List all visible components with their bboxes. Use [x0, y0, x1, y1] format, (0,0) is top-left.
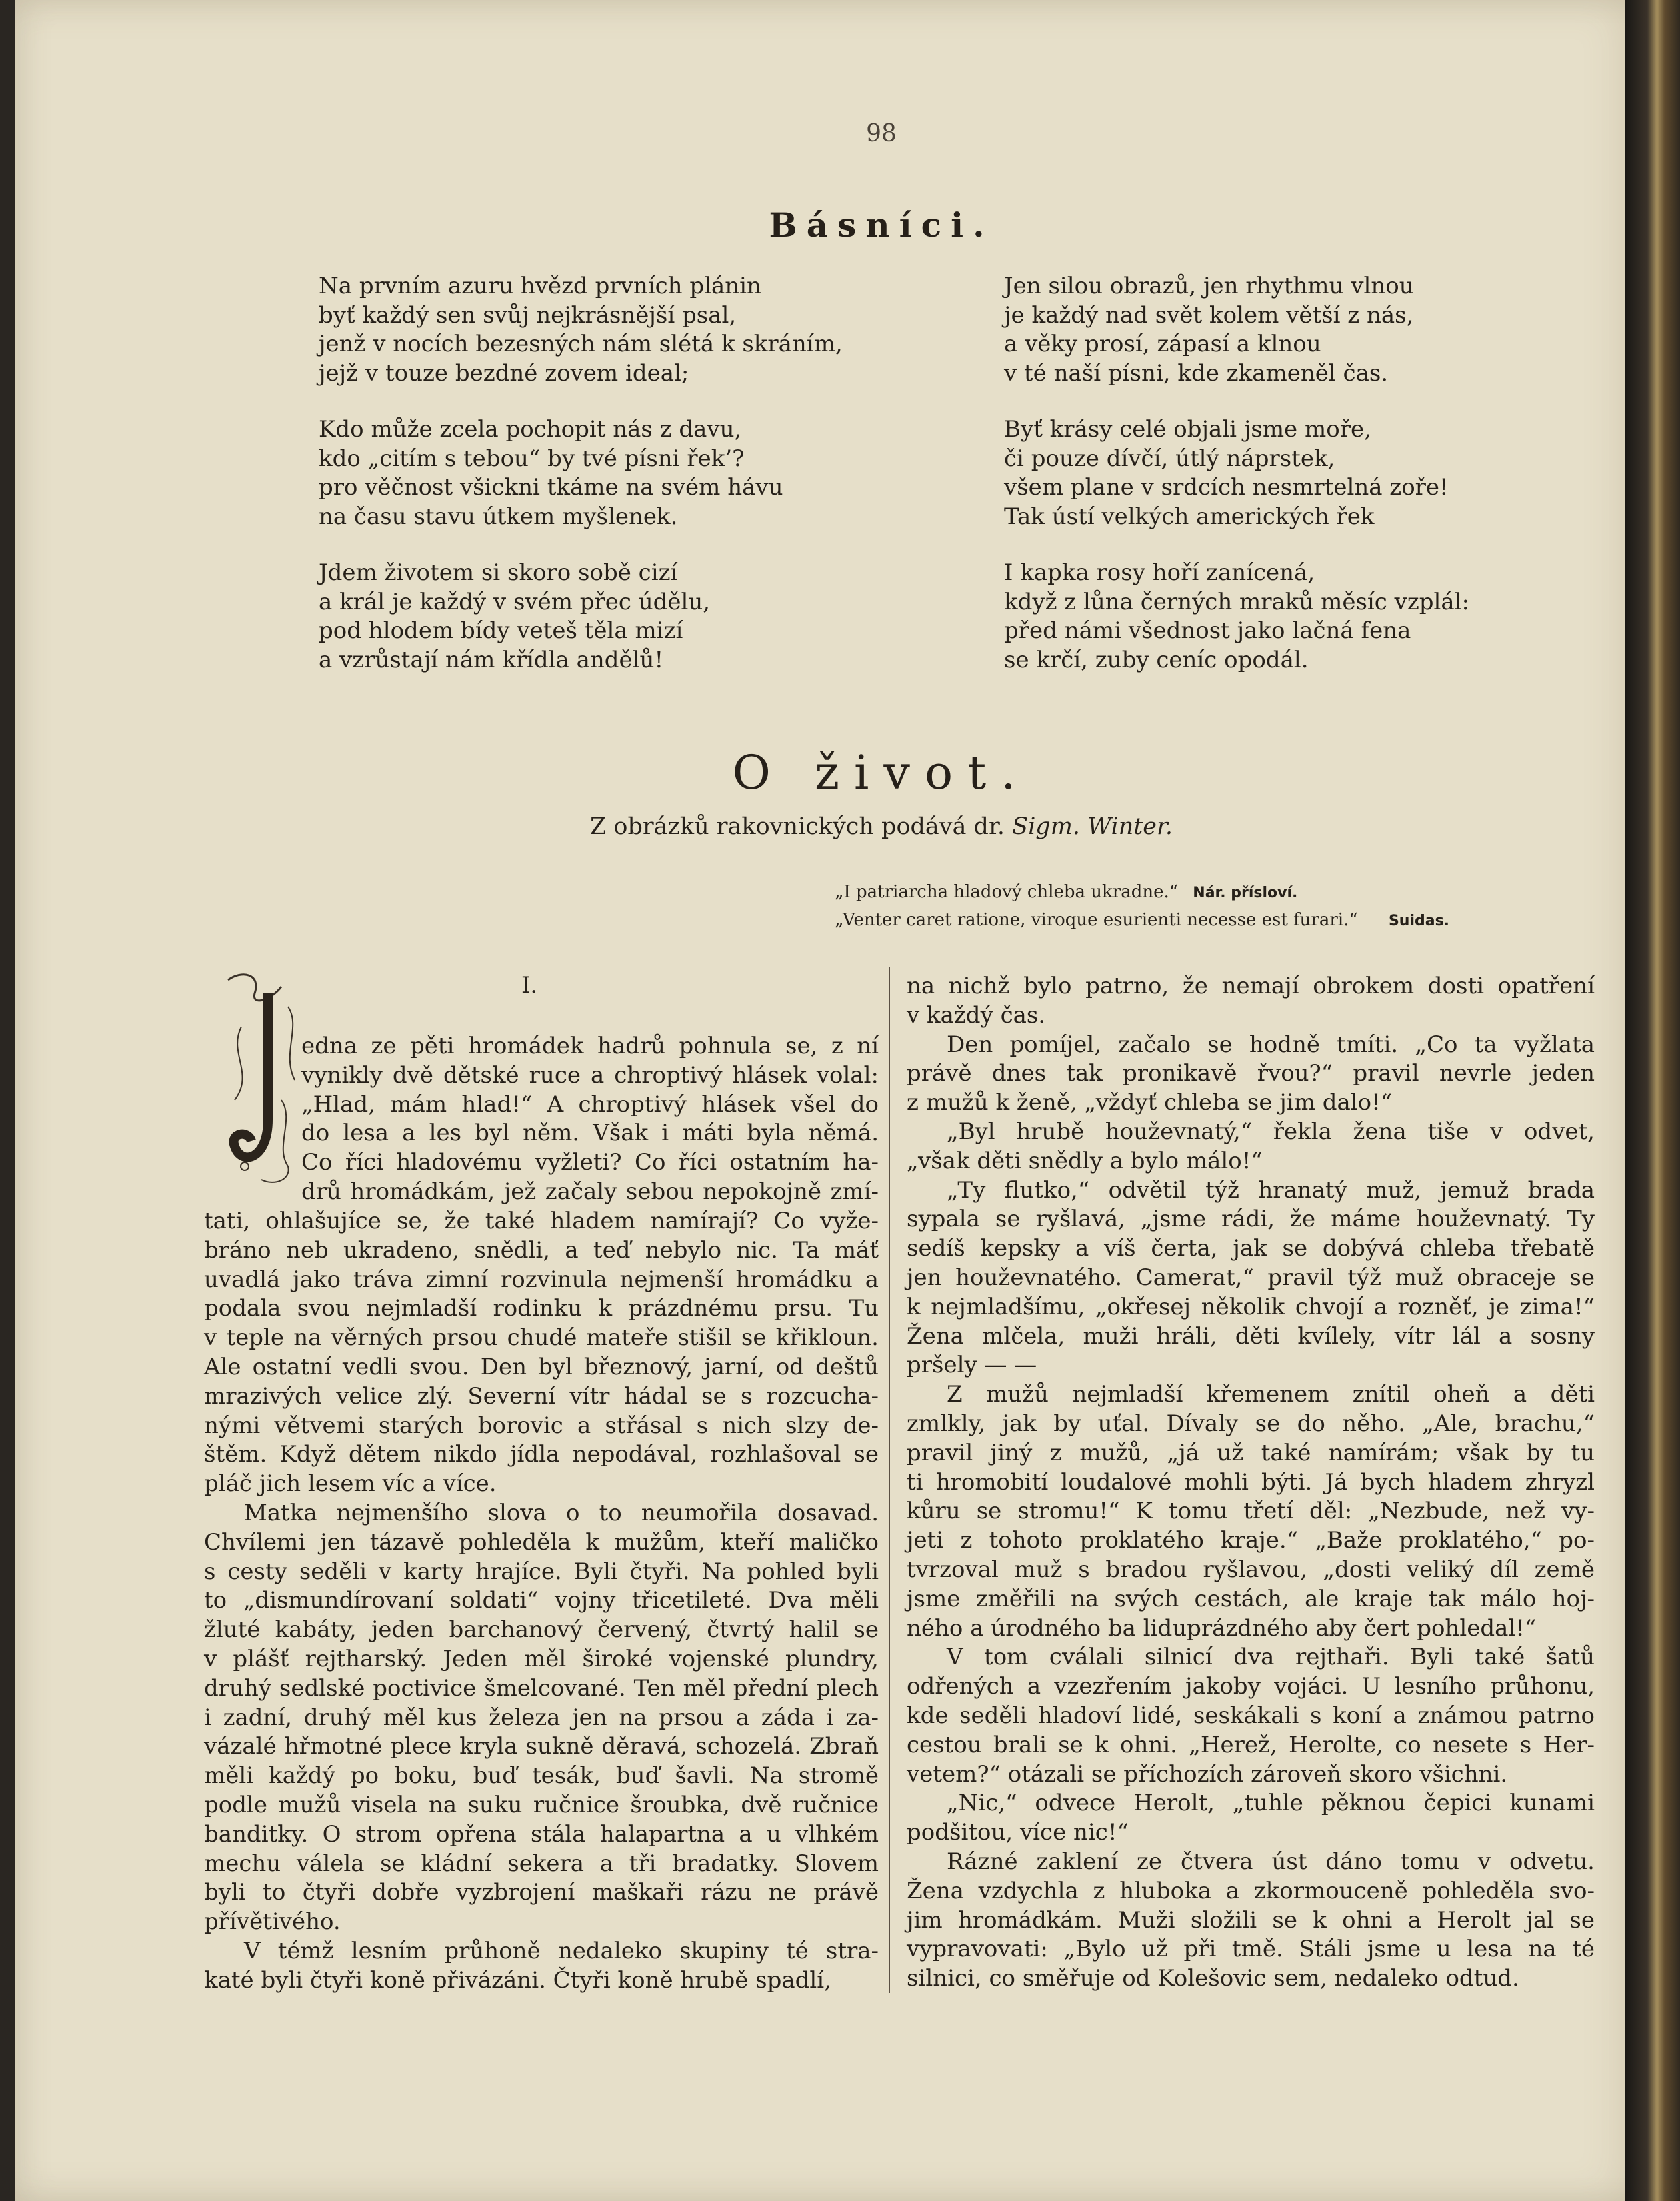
text-line: pršely — — [907, 1352, 1037, 1379]
text-line: „Ty flutko,“ odvětil týž hranatý muž, jemuž brada [947, 1176, 1595, 1204]
story-left-column-top [301, 1032, 879, 1207]
text-line: Matka nejmenšího slova o to neumořila dosavad. [244, 1499, 879, 1526]
text-line: V témž lesním průhoně nedaleko skupiny té stra- [244, 1937, 879, 1964]
poem-line: a král je každý v svém přec údělu, [319, 588, 711, 615]
poem-line: pro věčnost všickni tkáme na svém hávu [319, 474, 783, 501]
text-line: v teple na věrných prsou chudé mateře stišil se křikloun. [204, 1324, 879, 1352]
poem-line: Jdem životem si skoro sobě cizí [319, 559, 678, 586]
poem-line: se krčí, zuby ceníc opodál. [1004, 646, 1309, 673]
text-line: Žena mlčela, muži hráli, děti kvílely, vítr lál a sosny [907, 1322, 1595, 1350]
motto-2 [835, 907, 1449, 935]
text-line: Den pomíjel, začalo se hodně tmíti. „Co ta vyžlata [947, 1031, 1595, 1058]
poem-stanza [1004, 559, 1469, 675]
text-line: jeti z tohoto proklatého kraje.“ „Baže proklatého,“ po- [907, 1527, 1595, 1554]
story-left-column [204, 1207, 879, 1996]
poem-line: Na prvním azuru hvězd prvních plánin [319, 273, 761, 299]
column-divider [889, 967, 890, 1993]
poem-line: či pouze dívčí, útlý náprstek, [1004, 445, 1335, 472]
text-line: „Byl hrubě houževnatý,“ řekla žena tiše v odvet, [947, 1118, 1595, 1145]
motto-1-source: Nár. přísloví. [1193, 885, 1298, 901]
text-line: přívětivého. [204, 1908, 341, 1936]
text-line: edna ze pěti hromádek hadrů pohnula se, z ní [301, 1033, 879, 1059]
text-line: nými větvemi starých borovic a střásal s nich slzy de- [204, 1412, 879, 1439]
subtitle-author: Sigm. Winter. [1012, 813, 1173, 840]
text-line: podšitou, více nic!“ [907, 1819, 1129, 1846]
text-line: Žena vzdychla z hluboka a zkormouceně pohleděla svo- [907, 1877, 1595, 1904]
text-line: v plášť rejtharský. Jeden měl široké vojenské plundry, [204, 1645, 879, 1672]
poem-line: jejž v touze bezdné zovem ideal; [319, 359, 689, 387]
text-line: byli to čtyři dobře vyzbrojení maškaři rázu ne právě [204, 1879, 879, 1906]
text-line: bráno neb ukradeno, snědli, a teď nebylo nic. Ta máť [204, 1236, 879, 1264]
text-line: vázalé hřmotné plece kryla sukně děravá, schozelá. Zbraň [204, 1733, 879, 1760]
section-number: I. [521, 972, 538, 999]
text-line: kde seděli hladoví lidé, seskákali s koní a známou patrno [907, 1702, 1595, 1729]
poem-line: Byť krásy celé objali jsme moře, [1004, 416, 1371, 443]
text-line: podle mužů visela na suku ručnice šroubka, dvě ručnice [204, 1791, 879, 1818]
motto-1-text: „I patriarcha hladový chleba ukradne.“ [835, 882, 1179, 902]
poem-line: Tak ústí velkých amerických řek [1004, 503, 1375, 530]
poem-stanza [319, 272, 843, 388]
page-number: 98 [866, 120, 897, 147]
text-line: katé byli čtyři koně přivázáni. Čtyři koně hrubě spadlí, [204, 1966, 831, 1994]
text-line: s cesty seděli v karty hrajíce. Byli čtyři. Na pohled byli [204, 1558, 879, 1585]
text-line: sypala se ryšlavá, „jsme rádi, že máme houževnatý. Ty [907, 1206, 1595, 1233]
text-line: i zadní, druhý měl kus železa jen na prsou a záda i za- [204, 1704, 879, 1731]
poem-line: všem plane v srdcích nesmrtelná zoře! [1004, 474, 1449, 501]
page [15, 0, 1643, 2201]
text-line: Z mužů nejmladší křemenem znítil oheň a děti [947, 1381, 1595, 1408]
text-line: „však děti snědly a bylo málo!“ [907, 1147, 1263, 1174]
text-line: mechu válela se kládní sekera a tři bradatky. Slovem [204, 1850, 879, 1877]
text-line: drů hromádkám, jež začaly sebou nepokojně zmí- [301, 1178, 879, 1205]
text-line: vetem?“ otázali se příchozích zároveň skoro všichni. [907, 1760, 1508, 1788]
poem-title: Básníci. [769, 205, 994, 245]
text-line: pravil jiný z mužů, „já už také namírám; však by tu [907, 1439, 1595, 1466]
text-line: kůru se stromu!“ K tomu třetí děl: „Nezbude, než vy- [907, 1498, 1595, 1525]
poem-line: pod hlodem bídy veteš těla mizí [319, 617, 683, 644]
text-line: „Hlad, mám hlad!“ A chroptivý hlásek všel do [301, 1091, 879, 1118]
poem-stanza [319, 415, 843, 531]
subtitle-prefix: Z obrázků rakovnických podává dr. [589, 813, 1005, 840]
text-line: do lesa a les byl něm. Však i máti byla němá. [301, 1120, 879, 1147]
poem-line: a věky prosí, zápasí a klnou [1004, 331, 1321, 357]
poem-stanza [1004, 415, 1469, 531]
text-line: mrazivých velice zlý. Severní vítr hádal se s rozcucha- [204, 1382, 879, 1410]
text-line: ného a úrodného ba liduprázdného aby čert pohledal!“ [907, 1614, 1537, 1642]
poem-line: a vzrůstají nám křídla andělů! [319, 646, 664, 673]
text-line: „Nic,“ odvece Herolt, „tuhle pěknou čepici kunami [947, 1790, 1595, 1817]
motto-2-text: „Venter caret ratione, viroque esurienti necesse est furari.“ [835, 910, 1358, 930]
poem-line: I kapka rosy hoří zanícená, [1004, 559, 1315, 586]
text-line: měli každý po boku, buď tesák, buď šavli. Na stromě [204, 1762, 879, 1790]
text-line: Chvílemi jen tázavě pohleděla k mužům, kteří maličko [204, 1528, 879, 1556]
text-line: tvrzoval muž s bradou ryšlavou, „dosti veliký díl země [907, 1556, 1595, 1583]
poem-line: Kdo může zcela pochopit nás z davu, [319, 416, 742, 443]
text-line: ti hromobití loudalové mohli býti. Já bych hladem zhryzl [907, 1468, 1595, 1496]
book-spine [1625, 0, 1680, 2201]
text-line: vynikly dvě dětské ruce a chroptivý hlásek volal: [301, 1061, 879, 1089]
text-line: jen houževnatého. Camerat,“ pravil týž muž obraceje se [907, 1264, 1595, 1291]
text-line: sedíš kepsky a víš čerta, jak se dobývá chleba třebatě [907, 1235, 1595, 1262]
text-line: štěm. Když dětem nikdo jídla nepodával, rozhlašoval se [204, 1441, 879, 1468]
poem-line: v té naší písni, kde zkameněl čas. [1004, 359, 1389, 387]
text-line: pláč jich lesem víc a více. [204, 1470, 497, 1498]
poem-stanza [1004, 272, 1469, 388]
text-line: Co říci hladovému vyžleti? Co říci ostatním ha- [301, 1149, 879, 1176]
text-line: na nichž bylo patrno, že nemají obrokem dosti opatření [907, 973, 1595, 999]
story-title: O život. [732, 745, 1031, 800]
poem-line: když z lůna černých mraků měsíc vzplál: [1004, 588, 1469, 615]
text-line: právě dnes tak pronikavě řvou?“ pravil nevrle jeden [907, 1060, 1595, 1087]
text-line: banditky. O strom opřena stála halapartna a u vlhkém [204, 1820, 879, 1848]
poem-line: jenž v nocích bezesných nám slétá k skráním, [319, 331, 843, 357]
text-line: uvadlá jako tráva zimní rozvinula nejmenší hromádku a [204, 1266, 879, 1293]
text-line: žluté kabáty, jeden barchanový červený, čtvrtý halil se [204, 1616, 879, 1644]
text-line: v každý čas. [907, 1001, 1046, 1029]
poem-right-column [1004, 272, 1469, 702]
text-line: cestou brali se k ohni. „Herež, Herolte, co nesete s Her- [907, 1731, 1595, 1758]
text-line: z mužů k ženě, „vždyť chleba se jim dalo!“ [907, 1089, 1393, 1116]
motto-1 [835, 879, 1297, 907]
poem-stanza [319, 559, 843, 675]
text-line: jsme změřili na svých cestách, ale kraje tak málo hoj- [907, 1585, 1595, 1612]
poem-line: byť každý sen svůj nejkrásnější psal, [319, 301, 737, 329]
text-line: to „dismundírovaní soldati“ vojny třicetileté. Dva měli [204, 1587, 879, 1614]
text-line: zmlkly, jak by uťal. Dívaly se do něho. „Ale, brachu,“ [907, 1410, 1595, 1437]
text-line: silnici, co směřuje od Kolešovic sem, nedaleko odtud. [907, 1965, 1519, 1992]
ornamental-initial-j-svg [215, 967, 308, 1193]
poem-line: na času stavu útkem myšlenek. [319, 503, 678, 530]
text-line: V tom cválali silnicí dva rejthaři. Byli také šatů [947, 1644, 1595, 1671]
poem-line: je každý nad svět kolem větší z nás, [1004, 301, 1414, 329]
poem-line: před námi všednost jako lačná fena [1004, 617, 1411, 644]
poem-left-column [319, 272, 843, 702]
text-line: odřených a vzezřením jakoby vojáci. U lesního průhonu, [907, 1673, 1595, 1700]
ornamental-initial-j [215, 967, 308, 1193]
text-line: vypravovati: „Bylo už při tmě. Stáli jsme u lesa na té [907, 1936, 1595, 1963]
story-right-column [907, 972, 1595, 1994]
story-subtitle [481, 813, 1281, 840]
text-line: podala svou nejmladší rodinku k prázdnému prsu. Tu [204, 1295, 879, 1322]
text-line: Ale ostatní vedli svou. Den byl březnový, jarní, od deštů [204, 1353, 879, 1380]
poem-line: Jen silou obrazů, jen rhythmu vlnou [1004, 273, 1414, 299]
text-line: druhý sedlské poctivice šmelcované. Ten měl přední plech [204, 1674, 879, 1702]
text-line: k nejmladšímu, „okřesej několik chvojí a rozněť, je zima!“ [907, 1293, 1595, 1320]
poem-line: kdo „citím s tebou“ by tvé písni řek’? [319, 445, 745, 472]
text-line: jim hromádkám. Muži složili se k ohni a Herolt jal se [907, 1906, 1595, 1934]
motto-2-source: Suidas. [1388, 913, 1450, 929]
text-line: tati, ohlašujíce se, že také hladem namírají? Co vyže- [204, 1208, 879, 1234]
text-line: Rázné zaklení ze čtvera úst dáno tomu v odvetu. [947, 1848, 1595, 1875]
